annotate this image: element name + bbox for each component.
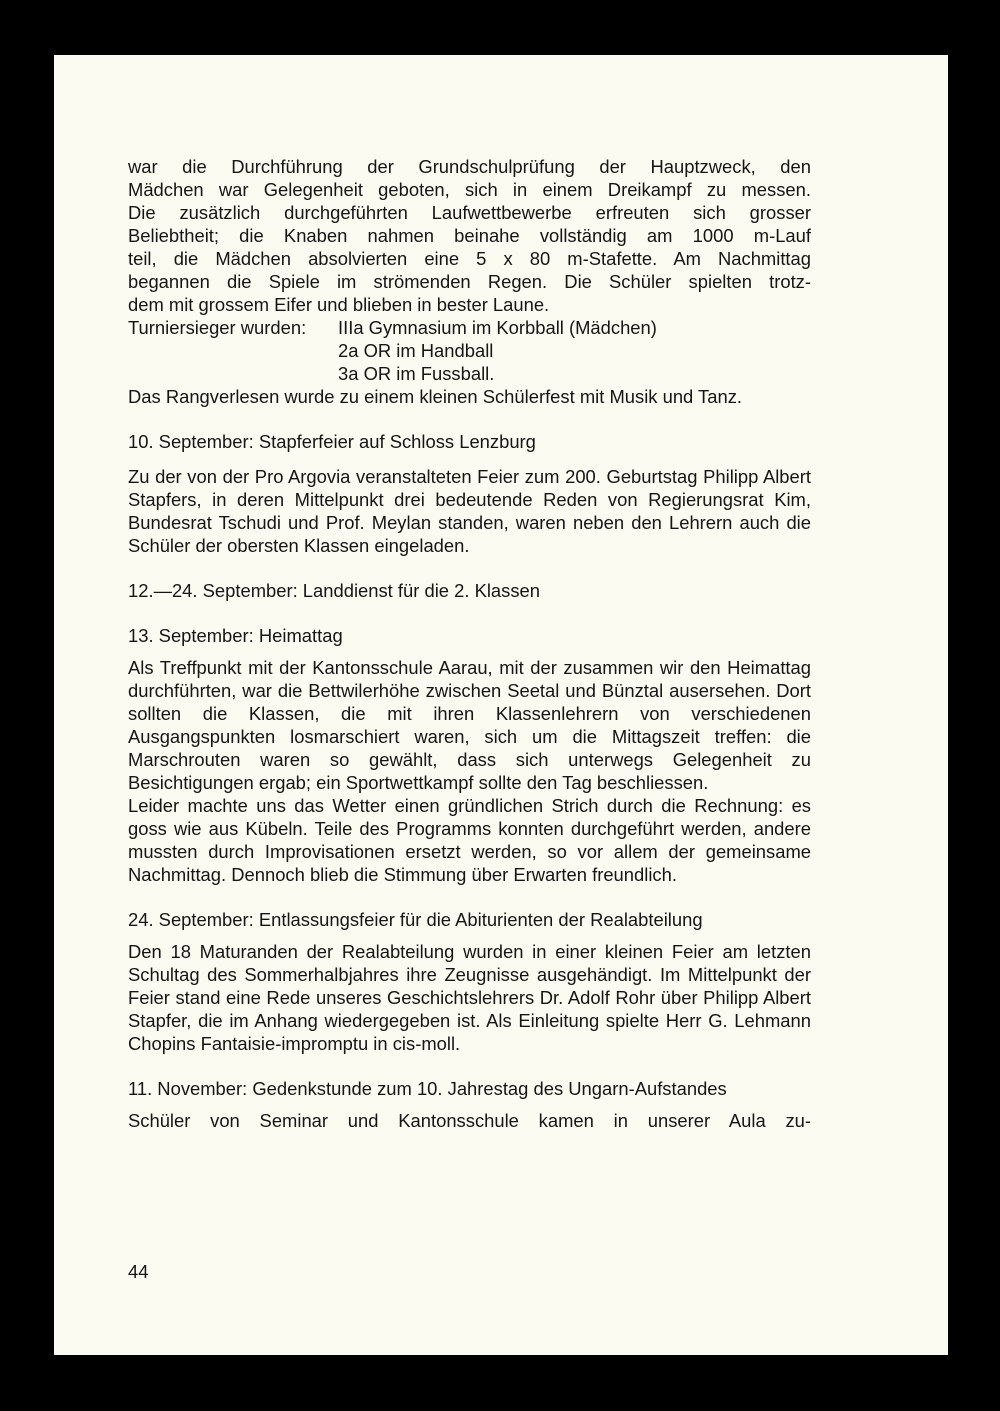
section-heimattag-heading: 13. September: Heimattag <box>128 625 343 646</box>
tournament-winners <box>128 316 811 385</box>
section-entlassungsfeier-body: Den 18 Maturanden der Realabteilung wurden in einer kleinen Feier am letzten Schultag des Sommerhalbjahres ihre Zeugnisse ausgehändigt. Im Mittelpunkt der Feier stand eine Rede unseres Geschichtslehrers Dr. Adolf Rohr über Philipp Albert Stapfer, die im Anhang wiedergegeben ist. Als Einleitung spielte Herr G. Lehmann Chopins Fantaisie-impromptu in cis-moll. <box>128 941 811 1054</box>
document-page <box>54 55 948 1355</box>
page-number: 44 <box>128 1261 149 1282</box>
document-body <box>128 155 811 1132</box>
intro-line-5: teil, die Mädchen absolvierten eine 5 x 80 m-Stafette. Am Nachmittag <box>128 248 811 269</box>
intro-line-2: Mädchen war Gelegenheit geboten, sich in einem Dreikampf zu messen. <box>128 179 811 200</box>
section-gedenkstunde-body: Schüler von Seminar und Kantonsschule kamen in unserer Aula zu- <box>128 1110 811 1131</box>
intro-line-1: war die Durchführung der Grundschulprüfung der Hauptzweck, den <box>128 156 811 177</box>
section-heimattag-body-1: Als Treffpunkt mit der Kantonsschule Aarau, mit der zusammen wir den Heimattag durchführten, war die Bettwilerhöhe zwischen Seetal und Bünztal ausersehen. Dort sollten die Klassen, die mit ihren Klassenlehrern von verschiedenen Ausgangspunkten losmarschiert waren, sich um die Mittagszeit treffen: die Marschrouten waren so gewählt, dass sich unterwegs Gelegenheit zu Besichtigungen ergab; ein Sportwettkampf sollte den Tag beschliessen. <box>128 657 811 793</box>
intro-line-7: dem mit grossem Eifer und blieben in bester Laune. <box>128 294 550 315</box>
winners-label: Turniersieger wurden: <box>128 317 307 338</box>
winner-handball: 2a OR im Handball <box>338 340 494 361</box>
intro-line-3: Die zusätzlich durchgeführten Laufwettbewerbe erfreuten sich grosser <box>128 202 811 223</box>
section-entlassungsfeier-heading: 24. September: Entlassungsfeier für die Abiturienten der Realabteilung <box>128 909 703 930</box>
section-gedenkstunde-heading: 11. November: Gedenkstunde zum 10. Jahrestag des Ungarn-Aufstandes <box>128 1078 727 1099</box>
section-landdienst-heading: 12.—24. September: Landdienst für die 2. Klassen <box>128 580 541 601</box>
section-stapferfeier-heading: 10. September: Stapferfeier auf Schloss Lenzburg <box>128 431 536 452</box>
rangverlesen-paragraph: Das Rangverlesen wurde zu einem kleinen Schülerfest mit Musik und Tanz. <box>128 386 743 407</box>
intro-line-6: begannen die Spiele im strömenden Regen. Die Schüler spielten trotz- <box>128 271 811 292</box>
winners-list <box>338 316 657 385</box>
winner-fussball: 3a OR im Fussball. <box>338 363 495 384</box>
winner-korbball: IIIa Gymnasium im Korbball (Mädchen) <box>338 317 657 338</box>
section-heimattag-body-2: Leider machte uns das Wetter einen gründlichen Strich durch die Rechnung: es goss wie aus Kübeln. Teile des Programms konnten durchgeführt werden, andere mussten durch Improvisationen ersetzt werden, so vor allem der gemeinsame Nachmittag. Dennoch blieb die Stimmung über Erwarten freundlich. <box>128 795 811 885</box>
section-stapferfeier-body: Zu der von der Pro Argovia veranstalteten Feier zum 200. Geburtstag Philipp Albert Stapfers, in deren Mittelpunkt drei bedeutende Reden von Regierungsrat Kim, Bundesrat Tschudi und Prof. Meylan standen, waren neben den Lehrern auch die Schüler der obersten Klassen eingeladen. <box>128 466 811 556</box>
intro-line-4: Beliebtheit; die Knaben nahmen beinahe vollständig am 1000 m-Lauf <box>128 225 811 246</box>
